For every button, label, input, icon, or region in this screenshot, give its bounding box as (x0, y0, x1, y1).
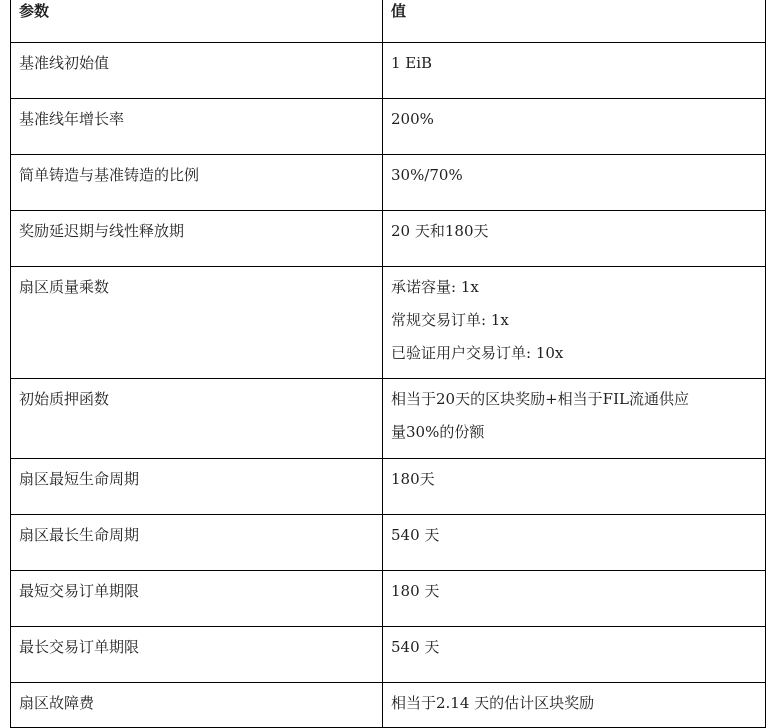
header-value: 值 (383, 0, 766, 43)
table-row (11, 379, 766, 459)
param-cell: 扇区故障费 (11, 683, 383, 728)
value-cell (383, 99, 766, 155)
value-line: 540 天 (391, 526, 440, 544)
value-line: 相当于2.14 天的估计区块奖励 (391, 694, 595, 712)
param-cell: 基准线初始值 (11, 43, 383, 99)
value-line: 200% (391, 110, 434, 128)
table-row (11, 99, 766, 155)
value-line: 180天 (391, 470, 435, 488)
param-cell: 扇区质量乘数 (11, 267, 383, 379)
param-cell: 基准线年增长率 (11, 99, 383, 155)
param-cell: 扇区最短生命周期 (11, 459, 383, 515)
table-row (11, 571, 766, 627)
table-header-row (11, 0, 766, 43)
value-line: 180 天 (391, 582, 440, 600)
table-row (11, 515, 766, 571)
value-cell (383, 459, 766, 515)
value-cell (383, 627, 766, 683)
table-row (11, 43, 766, 99)
param-cell: 最短交易订单期限 (11, 571, 383, 627)
table-row (11, 459, 766, 515)
value-cell (383, 211, 766, 267)
value-cell (383, 379, 766, 459)
param-cell: 扇区最长生命周期 (11, 515, 383, 571)
table-row (11, 683, 766, 728)
value-line: 1 EiB (391, 54, 433, 72)
value-line: 20 天和180天 (391, 222, 489, 240)
parameters-table (10, 0, 766, 728)
value-cell (383, 515, 766, 571)
param-cell: 最长交易订单期限 (11, 627, 383, 683)
header-param: 参数 (11, 0, 383, 43)
value-line: 相当于20天的区块奖励+相当于FIL流通供应 (391, 390, 689, 408)
value-cell (383, 571, 766, 627)
param-cell: 奖励延迟期与线性释放期 (11, 211, 383, 267)
param-cell: 简单铸造与基准铸造的比例 (11, 155, 383, 211)
table-row (11, 267, 766, 379)
value-line: 30%/70% (391, 166, 463, 184)
table-row (11, 211, 766, 267)
value-line: 已验证用户交易订单: 10x (391, 344, 564, 362)
value-line: 常规交易订单: 1x (391, 311, 509, 329)
param-cell: 初始质押函数 (11, 379, 383, 459)
value-cell (383, 683, 766, 728)
value-cell (383, 155, 766, 211)
table-row (11, 627, 766, 683)
value-line: 量30%的份额 (391, 423, 485, 441)
value-cell (383, 43, 766, 99)
value-line: 540 天 (391, 638, 440, 656)
value-line: 承诺容量: 1x (391, 278, 479, 296)
value-cell (383, 267, 766, 379)
table-row (11, 155, 766, 211)
